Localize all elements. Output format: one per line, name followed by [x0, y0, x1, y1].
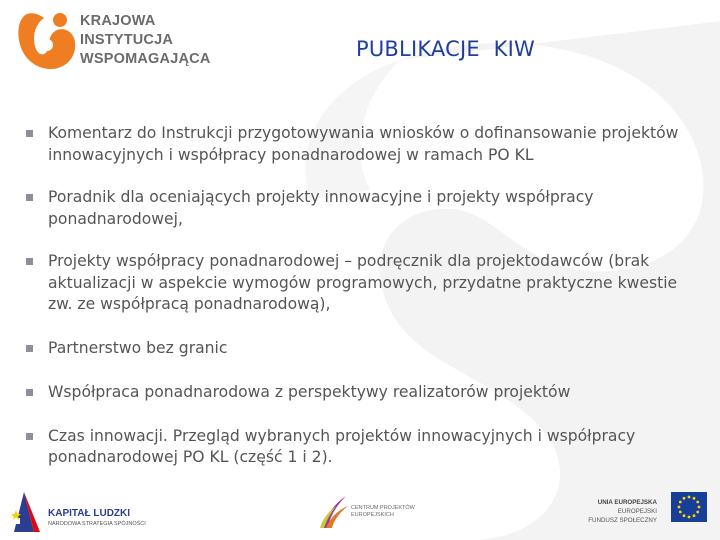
eu-line: FUNDUSZ SPOŁECZNY — [588, 517, 657, 524]
list-item-text: Poradnik dla oceniających projekty innowacyjne i projekty współpracy ponadnarodowej, — [48, 188, 594, 228]
kiw-logo-icon — [14, 8, 80, 74]
list-item-text: Czas innowacji. Przegląd wybranych projektów innowacyjnych i współpracy ponadnarodowej PO KL (część 1 i 2). — [48, 426, 636, 466]
cpe-line: CENTRUM PROJEKTÓW — [351, 505, 415, 511]
list-item — [20, 382, 700, 404]
footer-logos — [0, 480, 720, 540]
list-item — [20, 187, 700, 230]
list-item-text: Projekty współpracy ponadnarodowej – podręcznik dla projektodawców (brak aktualizacji w aspekcie wymogów programowych, przydatne praktyczne kwestie zw. ze współpracą ponadnarodową), — [48, 252, 678, 313]
cpe-swoosh-icon — [318, 492, 350, 532]
cpe-line: EUROPEJSKICH — [351, 512, 394, 518]
kiw-logo-line: WSPOMAGAJĄCA — [80, 51, 211, 67]
list-item — [20, 251, 700, 316]
list-item — [20, 338, 700, 360]
page-title: PUBLIKACJE KIW — [356, 37, 535, 61]
list-item-text: Partnerstwo bez granic — [48, 338, 228, 357]
square-bullet-icon — [26, 258, 33, 265]
square-bullet-icon — [26, 433, 33, 440]
kiw-logo — [14, 8, 244, 76]
eu-logo-text — [585, 498, 657, 525]
eu-flag-icon — [671, 492, 707, 522]
square-bullet-icon — [26, 345, 33, 352]
square-bullet-icon — [26, 130, 33, 137]
eu-line: EUROPEJSKI — [617, 508, 657, 515]
kiw-logo-text — [80, 12, 211, 69]
cpe-logo — [318, 490, 428, 534]
kiw-logo-line: KRAJOWA — [80, 13, 156, 29]
square-bullet-icon — [26, 389, 33, 396]
cpe-logo-text — [351, 505, 415, 519]
publication-list — [20, 123, 700, 469]
square-bullet-icon — [26, 194, 33, 201]
list-item-text: Współpraca ponadnarodowa z perspektywy realizatorów projektów — [48, 383, 571, 401]
kapital-ludzki-title: KAPITAŁ LUDZKI — [48, 508, 131, 519]
list-item — [20, 426, 700, 469]
kapital-ludzki-icon — [10, 488, 42, 534]
list-item — [20, 123, 700, 166]
eu-line: UNIA EUROPEJSKA — [597, 499, 657, 506]
kapital-ludzki-subtitle: NARODOWA STRATEGIA SPÓJNOŚCI — [48, 521, 146, 527]
eu-logo — [585, 492, 715, 536]
kapital-ludzki-logo — [10, 486, 160, 534]
kiw-logo-line: INSTYTUCJA — [80, 32, 174, 48]
list-item-text: Komentarz do Instrukcji przygotowywania wniosków o dofinansowanie projektów innowacyjnych i współpracy ponadnarodowej w ramach PO KL — [48, 124, 679, 164]
